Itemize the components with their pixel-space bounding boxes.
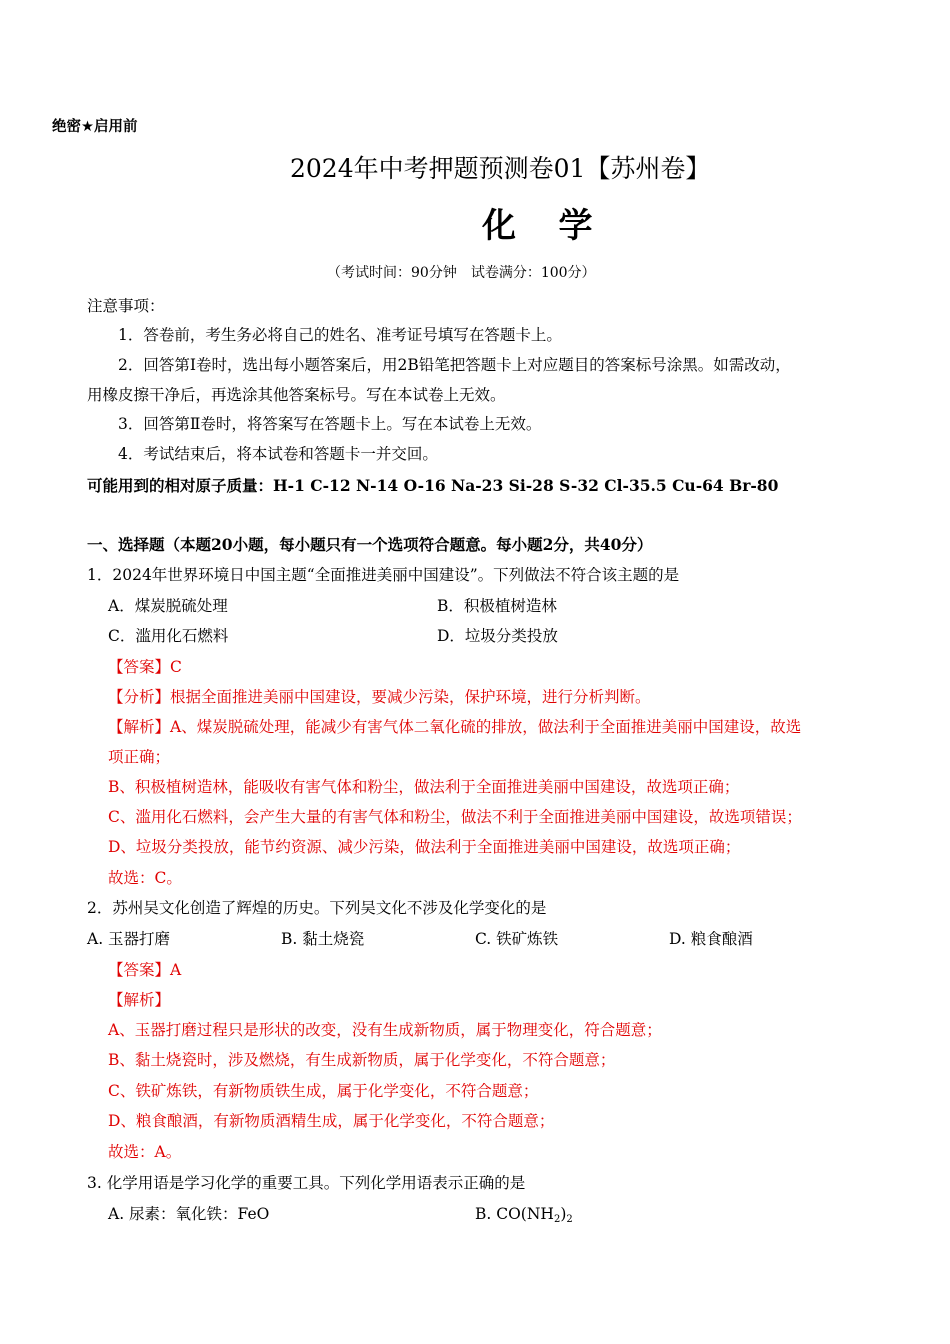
exam-title: 2024年中考押题预测卷01【苏州卷】 [290, 154, 711, 183]
q2-explain-c: C、铁矿炼铁，有新物质铁生成，属于化学变化，不符合题意； [108, 1082, 539, 1100]
note-item-3: 3．回答第Ⅱ卷时，将答案写在答题卡上。写在本试卷上无效。 [118, 415, 542, 433]
q3-stem: 3. 化学用语是学习化学的重要工具。下列化学用语表示正确的是 [87, 1174, 526, 1192]
section-heading: 一、选择题（本题20小题，每小题只有一个选项符合题意。每小题2分，共40分） [87, 535, 653, 554]
note-item-1: 1．答卷前，考生务必将自己的姓名、准考证号填写在答题卡上。 [118, 326, 562, 344]
q2-choose: 故选：A。 [108, 1143, 182, 1161]
q1-explain-d: D、垃圾分类投放，能节约资源、减少污染，做法利于全面推进美丽中国建设，故选项正确； [108, 838, 741, 856]
q3-option-b-prefix: B. CO(NH [475, 1205, 554, 1223]
subject-char-2: 学 [558, 206, 593, 246]
q1-explain-c: C、滥用化石燃料，会产生大量的有害气体和粉尘，做法不利于全面推进美丽中国建设，故选项错误； [108, 808, 802, 826]
q1-option-d: D．垃圾分类投放 [437, 627, 558, 645]
q1-option-b: B．积极植树造林 [437, 597, 557, 615]
confidential-label: 绝密★启用前 [52, 119, 138, 135]
q3-option-b-subscript: 2 [553, 1214, 561, 1225]
q2-explain-a: A、玉器打磨过程只是形状的改变，没有生成新物质，属于物理变化，符合题意； [108, 1021, 662, 1039]
q2-option-b: B. 黏土烧瓷 [281, 930, 365, 948]
q3-option-a: A. 尿素：氧化铁：FeO [108, 1205, 270, 1223]
note-item-2: 2．回答第Ⅰ卷时，选出每小题答案后，用2B铅笔把答题卡上对应题目的答案标号涂黑。如需改动， [118, 356, 791, 374]
subject-char-1: 化 [482, 206, 517, 246]
q1-choose: 故选：C。 [108, 869, 182, 887]
q1-explain-b: B、积极植树造林，能吸收有害气体和粉尘，做法利于全面推进美丽中国建设，故选项正确； [108, 778, 740, 796]
q3-option-b-subscript-2: 2 [566, 1214, 573, 1225]
q1-option-a: A．煤炭脱硫处理 [108, 597, 228, 615]
q2-explain-b: B、黏土烧瓷时，涉及燃烧，有生成新物质，属于化学变化，不符合题意； [108, 1051, 616, 1069]
q2-option-a: A. 玉器打磨 [87, 930, 171, 948]
q2-option-d: D. 粮食酿酒 [669, 930, 753, 948]
note-item-4: 4．考试结束后，将本试卷和答题卡一并交回。 [118, 445, 438, 463]
q2-stem: 2．苏州吴文化创造了辉煌的历史。下列吴文化不涉及化学变化的是 [87, 899, 547, 917]
exam-info: （考试时间：90分钟 试卷满分：100分） [327, 265, 596, 281]
q1-option-c: C．滥用化石燃料 [108, 627, 229, 645]
q3-option-b [475, 1204, 573, 1230]
q2-explain-heading: 【解析】 [108, 991, 171, 1009]
q1-explain-a-cont: 项正确； [108, 748, 171, 766]
q1-analysis: 【分析】根据全面推进美丽中国建设，要减少污染，保护环境，进行分析判断。 [108, 688, 651, 706]
q2-explain-d: D、粮食酿酒，有新物质酒精生成，属于化学变化，不符合题意； [108, 1112, 555, 1130]
q1-stem: 1．2024年世界环境日中国主题“全面推进美丽中国建设”。下列做法不符合该主题的是 [87, 566, 680, 584]
note-item-2-cont: 用橡皮擦干净后，再选涂其他答案标号。写在本试卷上无效。 [87, 386, 506, 404]
q1-answer: 【答案】C [108, 658, 182, 676]
q3-option-b-suffix: ) [560, 1205, 567, 1223]
q2-option-c: C. 铁矿炼铁 [475, 930, 559, 948]
q2-answer: 【答案】A [108, 961, 182, 979]
notes-heading: 注意事项： [87, 297, 165, 315]
subject-title [482, 205, 593, 247]
q1-explain-a: 【解析】A、煤炭脱硫处理，能减少有害气体二氧化硫的排放，做法利于全面推进美丽中国建设，故选 [108, 718, 802, 736]
atomic-masses: 可能用到的相对原子质量：H-1 C-12 N-14 O-16 Na-23 Si-28 S-32 Cl-35.5 Cu-64 Br-80 [87, 476, 779, 495]
